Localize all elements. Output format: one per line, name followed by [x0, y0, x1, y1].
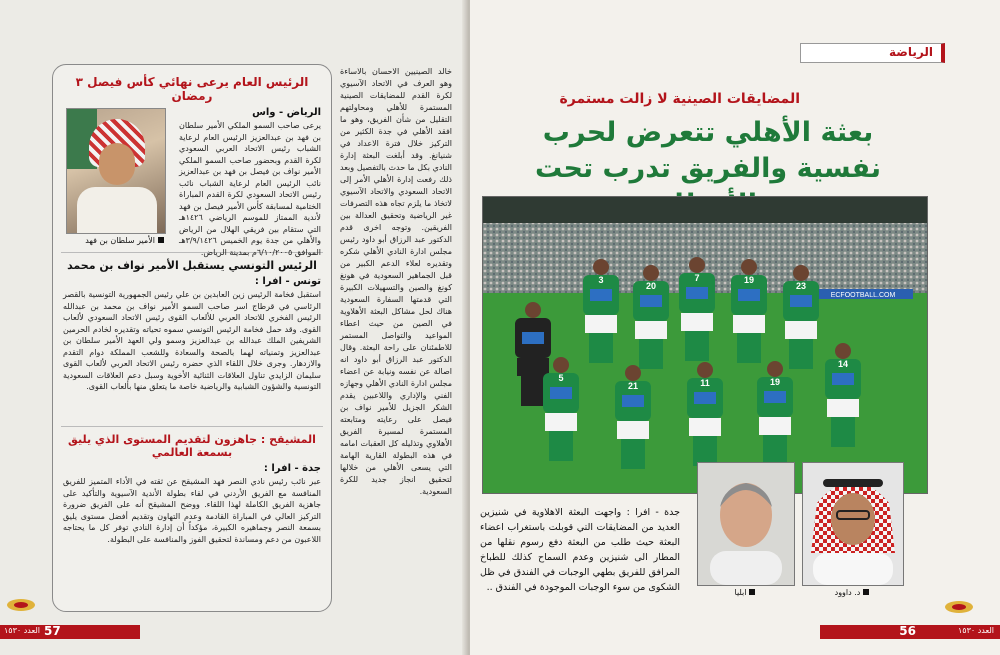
sidebar-dateline-2: تونس - افرا : [254, 276, 321, 287]
jersey-number: 3 [598, 275, 604, 285]
jersey-number: 7 [694, 273, 700, 283]
page-number-right: 56 [899, 624, 916, 638]
caption-bullet-icon [863, 589, 869, 595]
sidebar-story-3: عبر نائب رئيس نادي النصر فهد المشيقح عن ثقته في الأداء المتميز للفريق المنافسة مع الفريق الأردني في لقاء بطولة الأندية الآسيوية والتأكيد على جاهزية الفريق الكاملة لهذا اللقاء. ووضح المشيقح أنه على الفريق ضرورة التركيز العالي في المباراة القادمة وعدم التهاون وتقديم أفضل مستوى يليق بسمعة النصر وجماهيره الكبيرة، مؤكداً أن إدارة النادي توفر كل ما يحتاجه اللاعبون من دعم ومساندة لتحقيق الفوز والمنافسة على البطولة. [63, 477, 321, 544]
section-label: الرياضة [889, 45, 933, 59]
caption-bullet-icon [749, 589, 755, 595]
article-kicker: المضايقات الصينية لا زالت مستمرة [559, 91, 800, 107]
president-portrait [803, 463, 903, 585]
page-number-left: 57 [44, 624, 61, 638]
caption-bullet-icon [158, 237, 164, 243]
sidebar-dateline: الرياض - واس [252, 107, 321, 118]
footer-bar-right [820, 625, 1000, 639]
portrait-thobe [77, 187, 157, 233]
president-photo [802, 462, 904, 586]
team-photo [482, 196, 928, 494]
issue-label-right: العدد ١٥٣٠ [957, 626, 994, 635]
jersey-number: 19 [769, 377, 781, 387]
jersey-number: 11 [700, 378, 710, 388]
team-photo-drawing [483, 197, 927, 493]
jersey-number: 20 [645, 281, 657, 291]
jersey-number: 19 [743, 275, 755, 285]
prince-photo-caption: الأمير سلطان بن فهد [70, 236, 164, 245]
advert-text: ECFOOTBALL.COM [830, 292, 896, 299]
sidebar-title-3: المشيقح : جاهزون لتقديم المستوى الذي يليق بسمعة العالمي [61, 426, 323, 459]
portrait-face [99, 143, 135, 185]
coach-photo-caption: ابليا [697, 588, 793, 597]
magazine-logo-icon [6, 598, 36, 612]
sidebar-story-2: استقبل فخامة الرئيس زين العابدين بن علي رئيس الجمهورية التونسية بالقصر الرئاسي في قرطاج اسر صاحب السمو الأمير نواف بن محمد بن عبدالله الرئيس الفخري للاتحاد العربي للألعاب القوى رئيس الاتحاد السعودي لألعاب القوى. وقد حمل فخامة الرئيس التونسي سموه تحياته وتقديره لخادم الحرمين الشريفين الملك عبدالله بن عبدالعزيز وسمو ولي العهد الأمير سلطان بن عبدالعزيز وتمنياته لهما بالصحة والسعادة وللشعب المملكة دوام التقدم والازدهار. وجرى خلال اللقاء الذي حضره رئيس الاتحاد العربي لألعاب القوى سليمان الزايدي تناول العلاقات الثنائية الأخوية وسبل دعم العلاقات السعودية التونسية والشؤون الشبابية والرياضية خاصة ما يتعلق منها بألعاب القوى. [63, 290, 321, 391]
left-page [0, 0, 468, 655]
section-tag [800, 43, 945, 63]
sidebar-headline: الرئيس العام يرعى نهائي كأس فيصل ٣ رمضان [75, 75, 309, 103]
sidebar-dateline-3: جدة - افرا : [263, 463, 321, 474]
magazine-logo-icon [944, 600, 974, 614]
jersey-number: 23 [795, 281, 807, 291]
article-body: جدة - افرا : واجهت البعثة الاهلاوية في شنيزين العديد من المضايقات التي قوبلت باستغراب اعضاء البعثة حيث طلب من البعثة دفع رسوم نقلها من المطار الى شنيزين وعدم السماح كذلك للطباخ المرافق للفريق بطهي الوجبات في الفندق في ظل الشكوى من سوء الوجبات الموجودة في الفندق .. [480, 507, 680, 593]
footer-bar-left [0, 625, 140, 639]
coach-photo [697, 462, 795, 586]
article-headline: بعثة الأهلي تتعرض لحرب نفسية والفريق تدرب تحت [534, 117, 882, 184]
jersey-number: 14 [837, 359, 849, 369]
continued-article-column: خالد الصينيين الاحسان بالاساءة وهو العرف في الاتحاد الآسيوي لكرة القدم للمضايقات الصينية المستمرة للأهلي ومحاولتهم التقليل من شأن الفريق، وهو ما افقد الأهلي في جدة الكثير من التركيز خلال فترة الاعداد في شنيانغ. وقد أبلغت البعثة إدارة النادي بكل ما حدث بالتفصيل وبعد ذلك رفعت إدارة الأهلي الأمر إلى الاتحاد السعودي والاتحاد الآسيوي لاتخاذ ما يلزم تجاه هذه التصرفات غير الرياضية وتحقيق العدالة بين الفريقين. وتوجه اخرى قدم الدكتور عبد الرزاق أبو داود رئيس مجلس ادارة النادي الأهلي شكره وتقديره لعلاء الدعم الكبير من قبل الجماهير السعودية في هونغ كونغ والصين والتسهيلات الكبيرة التي قدمتها السفارة السعودية هناك لحل مشاكل البعثة الأهلاوية في الصين من حيث اعطاء المواعيد والتواصل المستمر للاطمئنان على راحة البعثة. وقال الدكتور عبد الرزاق أبو داود انه اصالة عن نفسه ونيابة عن اعضاء مجلس ادارة النادي الأهلي وجهازه الفني والإداري واللاعبين يقدم الشكر الجزيل للأمير نواف بن فيصل على رعايته ومتابعته المستمرة لمسيرة الفريق الأهلاوي وتذليله كل العقبات امامه في هذه البطولة القارية الهامة التي يسعى الأهلي من خلالها لتحقيق انجاز جديد للكرة السعودية. [340, 67, 452, 496]
prince-photo [66, 108, 166, 234]
sidebar-title-2: الرئيس التونسي يستقبل الأمير نواف بن محمد [61, 252, 323, 272]
sidebar-story-1: يرعى صاحب السمو الملكي الأمير سلطان بن فهد بن عبدالعزيز الرئيس العام لرعاية الشباب رئيس الاتحاد العربي السعودي لكرة القدم وبحضور صاحب السمو الملكي الأمير نواف بن فيصل بن فهد بن عبدالعزيز نائب الرئيس العام لرعاية الشباب نائب رئيس الاتحاد السعودي لكرة القدم المباراة الختامية لمسابقة كأس الأمير فيصل بن فهد لأندية الممتاز للموسم الرياضي ١٤٢٦هـ التي ستقام بين فريقي الهلال من الرياض والأهلي من جدة يوم الخميس ٣/٩/١٤٢٦هـ الموافق ٦/١٠/٢٠٠٥م بمدينة الرياض. [179, 121, 321, 257]
jersey-number: 21 [627, 381, 639, 391]
president-photo-caption: د. داوود [802, 588, 902, 597]
jersey-number: 5 [558, 373, 564, 383]
coach-portrait [698, 463, 794, 585]
issue-label-left: العدد ١٥٣٠ [4, 626, 41, 635]
